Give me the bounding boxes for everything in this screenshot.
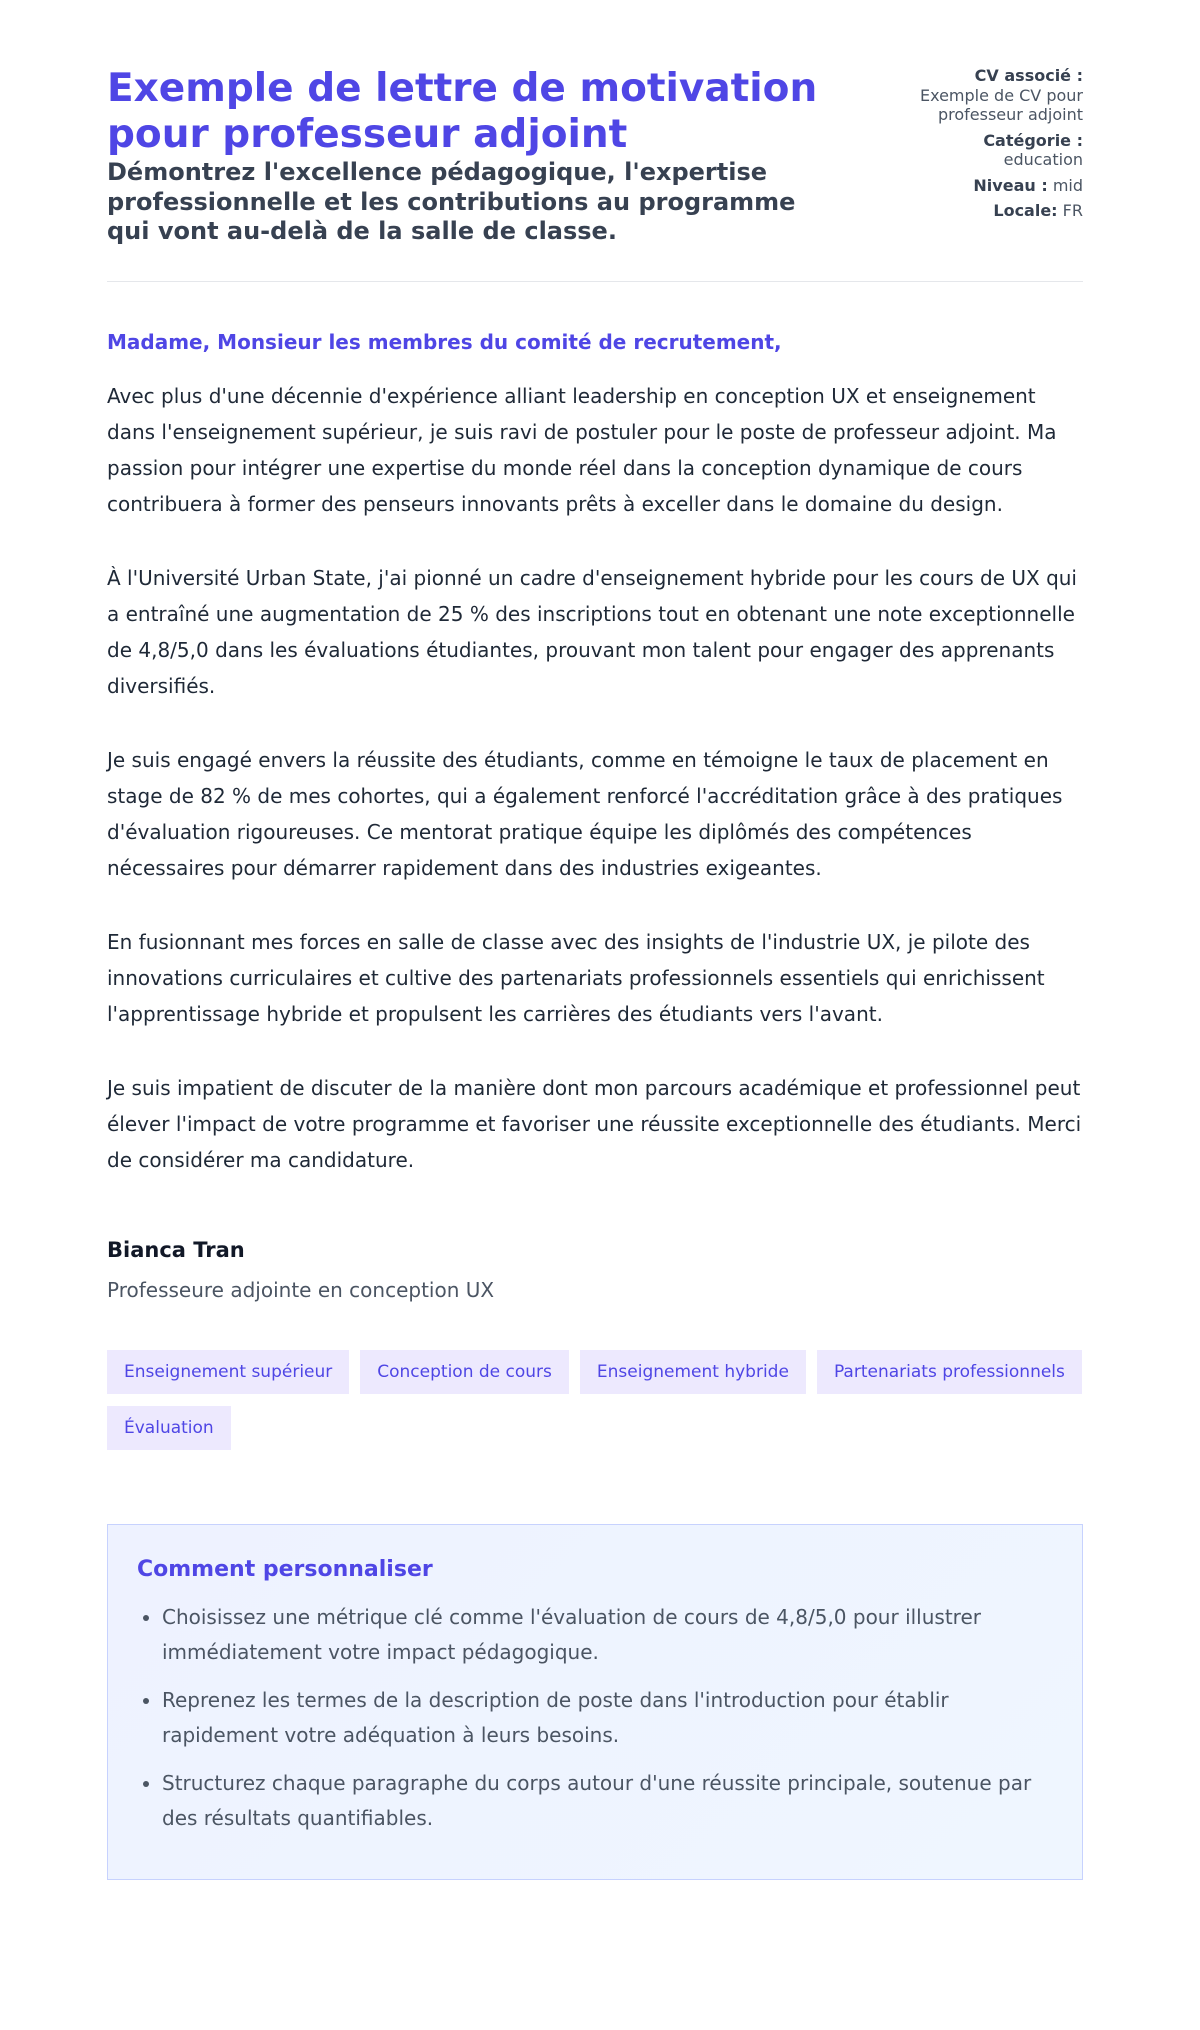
locale-label: Locale: (993, 201, 1058, 220)
cover-letter-page (107, 66, 1083, 1880)
locale-value: FR (1062, 201, 1083, 220)
customization-tips (107, 1524, 1083, 1880)
page-header (107, 66, 1083, 282)
category-label: Catégorie : (983, 130, 1083, 150)
tag: Enseignement supérieur (107, 1350, 349, 1394)
paragraph: Avec plus d'une décennie d'expérience alliant leadership en conception UX et enseignement dans l'enseignement supérieur, je suis ravi de postuler pour le poste de professeur adjoint. Ma passion pour intégrer une expertise du monde réel dans la conception dynamique de cours contribuera à former des penseurs innovants prêts à exceller dans le domaine du design. (107, 383, 1057, 516)
letter-body (107, 378, 1083, 1178)
tag: Conception de cours (360, 1350, 569, 1394)
cv-value: Exemple de CV pour professeur adjoint (920, 85, 1083, 124)
level-value: mid (1052, 175, 1083, 195)
salutation: Madame, Monsieur les membres du comité de recrutement, (107, 329, 782, 354)
tag: Partenariats professionnels (817, 1350, 1082, 1394)
tag: Enseignement hybride (580, 1350, 806, 1394)
signature-role: Professeure adjointe en conception UX (107, 1277, 495, 1302)
category-value: education (1003, 150, 1083, 169)
page-subtitle: Démontrez l'excellence pédagogique, l'expertise professionnelle et les contributions au programme qui vont au-delà de la salle de classe. (107, 158, 796, 245)
paragraph: Je suis engagé envers la réussite des étudiants, comme en témoigne le taux de placement en stage de 82 % de mes cohortes, qui a également renforcé l'accréditation grâce à des pratiques d'évaluation rigoureuses. Ce mentorat pratique équipe les diplômés des compétences nécessaires pour démarrer rapidement dans des industries exigeantes. (107, 747, 1063, 880)
tag: Évaluation (107, 1406, 231, 1450)
tips-list (137, 1600, 1053, 1836)
paragraph: À l'Université Urban State, j'ai pionné un cadre d'enseignement hybride pour les cours de UX qui a entraîné une augmentation de 25 % des inscriptions tout en obtenant une note exceptionnelle de 4,8/5,0 dans les évaluations étudiantes, prouvant mon talent pour engager des apprenants diversifiés. (107, 565, 1077, 698)
paragraph: Je suis impatient de discuter de la manière dont mon parcours académique et professionnel peut élever l'impact de votre programme et favoriser une réussite exceptionnelle des étudiants. Merci de considérer ma candidature. (107, 1075, 1082, 1172)
tip-item: • Choisissez une métrique clé comme l'évaluation de cours de 4,8/5,0 pour illustrer immédiatement votre impact pédagogique. (162, 1600, 1053, 1670)
tip-item: • Structurez chaque paragraphe du corps autour d'une réussite principale, soutenue par des résultats quantifiables. (162, 1766, 1053, 1836)
tip-item: • Reprenez les termes de la description de poste dans l'introduction pour établir rapidement votre adéquation à leurs besoins. (162, 1683, 1053, 1753)
level-label: Niveau : (973, 175, 1048, 195)
tips-title: Comment personnaliser (137, 1556, 433, 1582)
page-title: Exemple de lettre de motivation pour professeur adjoint (107, 66, 818, 157)
tag-list (107, 1350, 1083, 1450)
metadata-panel (863, 66, 1083, 247)
signature-name: Bianca Tran (107, 1237, 245, 1262)
paragraph: En fusionnant mes forces en salle de classe avec des insights de l'industrie UX, je pilote des innovations curriculaires et cultive des partenariats professionnels essentiels qui enrichissent l'apprentissage hybride et propulsent les carrières des étudiants vers l'avant. (107, 929, 1045, 1026)
cv-label: CV associé : (974, 66, 1083, 85)
